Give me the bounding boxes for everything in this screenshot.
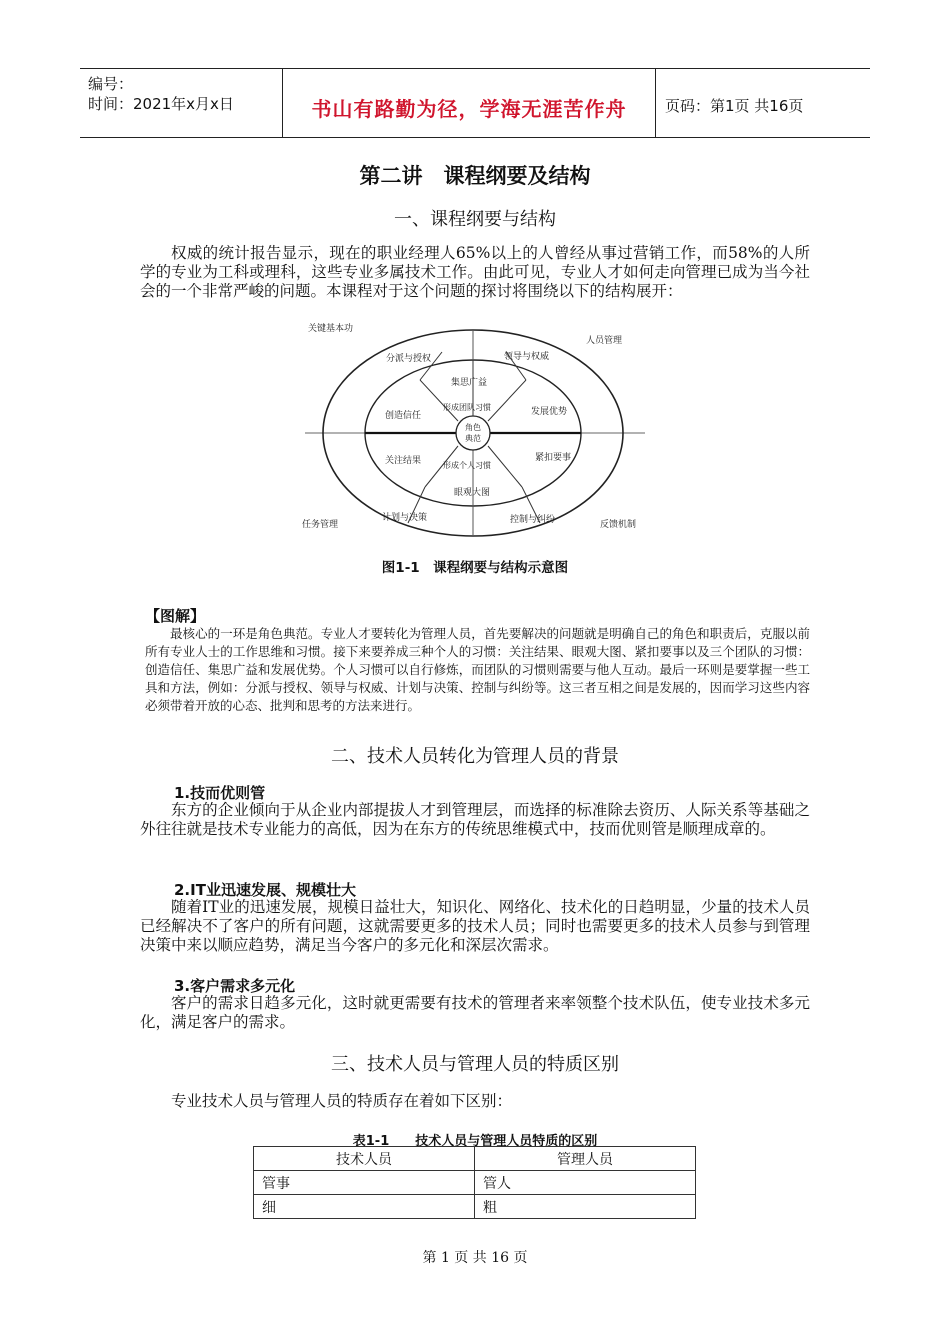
header-motto-cell bbox=[282, 69, 656, 137]
item2-text: 随着IT业的迅速发展，规模日益壮大，知识化、网络化、技术化的日趋明显，少量的技术人员已经解决不了客户的所有问题，这就需要更多的技术人员；同时也需要更多的技术人员参与到管理决策中来以顺应趋势，满足当今客户的多元化和深层次需求。 bbox=[140, 898, 810, 954]
label-planning: 计划与决策 bbox=[382, 513, 428, 523]
table-row bbox=[254, 1195, 696, 1219]
divider-lr-inner bbox=[488, 446, 522, 487]
explanation-label: 【图解】 bbox=[145, 607, 206, 625]
item1-title: 1.技而优则管 bbox=[174, 784, 266, 802]
item3-title: 3.客户需求多元化 bbox=[174, 977, 296, 995]
header-meta-cell bbox=[80, 69, 282, 137]
label-team-habit: 形成团队习惯 bbox=[443, 403, 491, 412]
divider-ur-inner bbox=[488, 380, 526, 421]
col-mgmt: 管理人员 bbox=[475, 1147, 696, 1171]
label-brainstorm: 集思广益 bbox=[451, 378, 488, 388]
comparison-table bbox=[253, 1146, 696, 1219]
motto: 书山有路勤为径，学海无涯苦作舟 bbox=[311, 97, 627, 121]
cell: 管人 bbox=[475, 1171, 696, 1195]
cell: 管事 bbox=[254, 1171, 475, 1195]
label-trust: 创造信任 bbox=[385, 411, 422, 421]
label-big-picture: 眼观大图 bbox=[454, 488, 491, 498]
section2-heading: 二、技术人员转化为管理人员的背景 bbox=[331, 746, 619, 767]
page-footer: 第 1 页 共 16 页 bbox=[422, 1250, 528, 1266]
item3-text: 客户的需求日趋多元化，这时就更需要有技术的管理者来率领整个技术队伍，使专业技术多元化，满足客户的需求。 bbox=[140, 994, 810, 1031]
lecture-title: 第二讲 课程纲要及结构 bbox=[359, 164, 591, 188]
explanation-text: 最核心的一环是角色典范。专业人才要转化为管理人员，首先要解决的问题就是明确自己的角色和职责后，克服以前所有专业人士的工作思维和习惯。接下来要养成三种个人的习惯：关注结果、眼观大图、紧扣要事以及三个团队的习惯：创造信任、集思广益和发展优势。个人习惯可以自行修炼，而团队的习惯则需要与他人互动。最后一环则是要掌握一些工具和方法，例如：分派与授权、领导与权威、计划与决策、控制与纠纷等。这三者互相之间是发展的，因而学习这些内容必须带着开放的心态、批判和思考的方法来进行。 bbox=[145, 626, 810, 713]
label-control: 控制与纠纷 bbox=[510, 515, 556, 525]
label-leadership: 领导与权威 bbox=[504, 352, 550, 362]
label-feedback: 反馈机制 bbox=[600, 520, 637, 530]
label-delegation: 分派与授权 bbox=[386, 354, 432, 364]
table-row bbox=[254, 1171, 696, 1195]
header-page-cell bbox=[655, 69, 870, 137]
table-header-row bbox=[254, 1147, 696, 1171]
label-personal-habit: 形成个人习惯 bbox=[443, 461, 491, 470]
item2-title: 2.IT业迅速发展、规模壮大 bbox=[174, 881, 356, 899]
section1-paragraph: 权威的统计报告显示，现在的职业经理人65%以上的人曾经从事过营销工作，而58%的人所学的专业为工科或理科，这些专业多属技术工作。由此可见，专业人才如何走向管理已成为当今社会的一个非常严峻的问题。本课程对于这个问题的探讨将围绕以下的结构展开： bbox=[140, 244, 810, 300]
table-caption: 表1-1 技术人员与管理人员特质的区别 bbox=[352, 1134, 598, 1149]
number-label: 编号： bbox=[88, 75, 134, 93]
time-label: 时间：2021年x月x日 bbox=[88, 95, 234, 113]
label-role-line1: 角色 bbox=[465, 423, 481, 432]
label-priorities: 紧扣要事 bbox=[535, 453, 572, 463]
cell: 粗 bbox=[475, 1195, 696, 1219]
label-results: 关注结果 bbox=[385, 456, 422, 466]
page-header bbox=[80, 68, 870, 138]
section3-heading: 三、技术人员与管理人员的特质区别 bbox=[331, 1054, 619, 1075]
label-role-line2: 典范 bbox=[465, 434, 481, 443]
label-key-skills: 关键基本功 bbox=[308, 324, 354, 334]
center-circle bbox=[456, 416, 490, 450]
item1-text: 东方的企业倾向于从企业内部提拔人才到管理层，而选择的标准除去资历、人际关系等基础之外往往就是技术专业能力的高低，因为在东方的传统思维模式中，技而优则管是顺理成章的。 bbox=[140, 801, 810, 838]
page-info: 页码：第1页 共16页 bbox=[665, 97, 804, 115]
section3-intro: 专业技术人员与管理人员的特质存在着如下区别： bbox=[171, 1092, 513, 1110]
label-task-mgmt: 任务管理 bbox=[302, 520, 339, 530]
col-tech: 技术人员 bbox=[254, 1147, 475, 1171]
structure-diagram bbox=[290, 315, 660, 545]
label-people-mgmt: 人员管理 bbox=[586, 336, 623, 346]
section1-heading: 一、课程纲要与结构 bbox=[394, 209, 556, 230]
label-strengths: 发展优势 bbox=[531, 407, 568, 417]
cell: 细 bbox=[254, 1195, 475, 1219]
figure-caption: 图1-1 课程纲要与结构示意图 bbox=[381, 560, 569, 576]
